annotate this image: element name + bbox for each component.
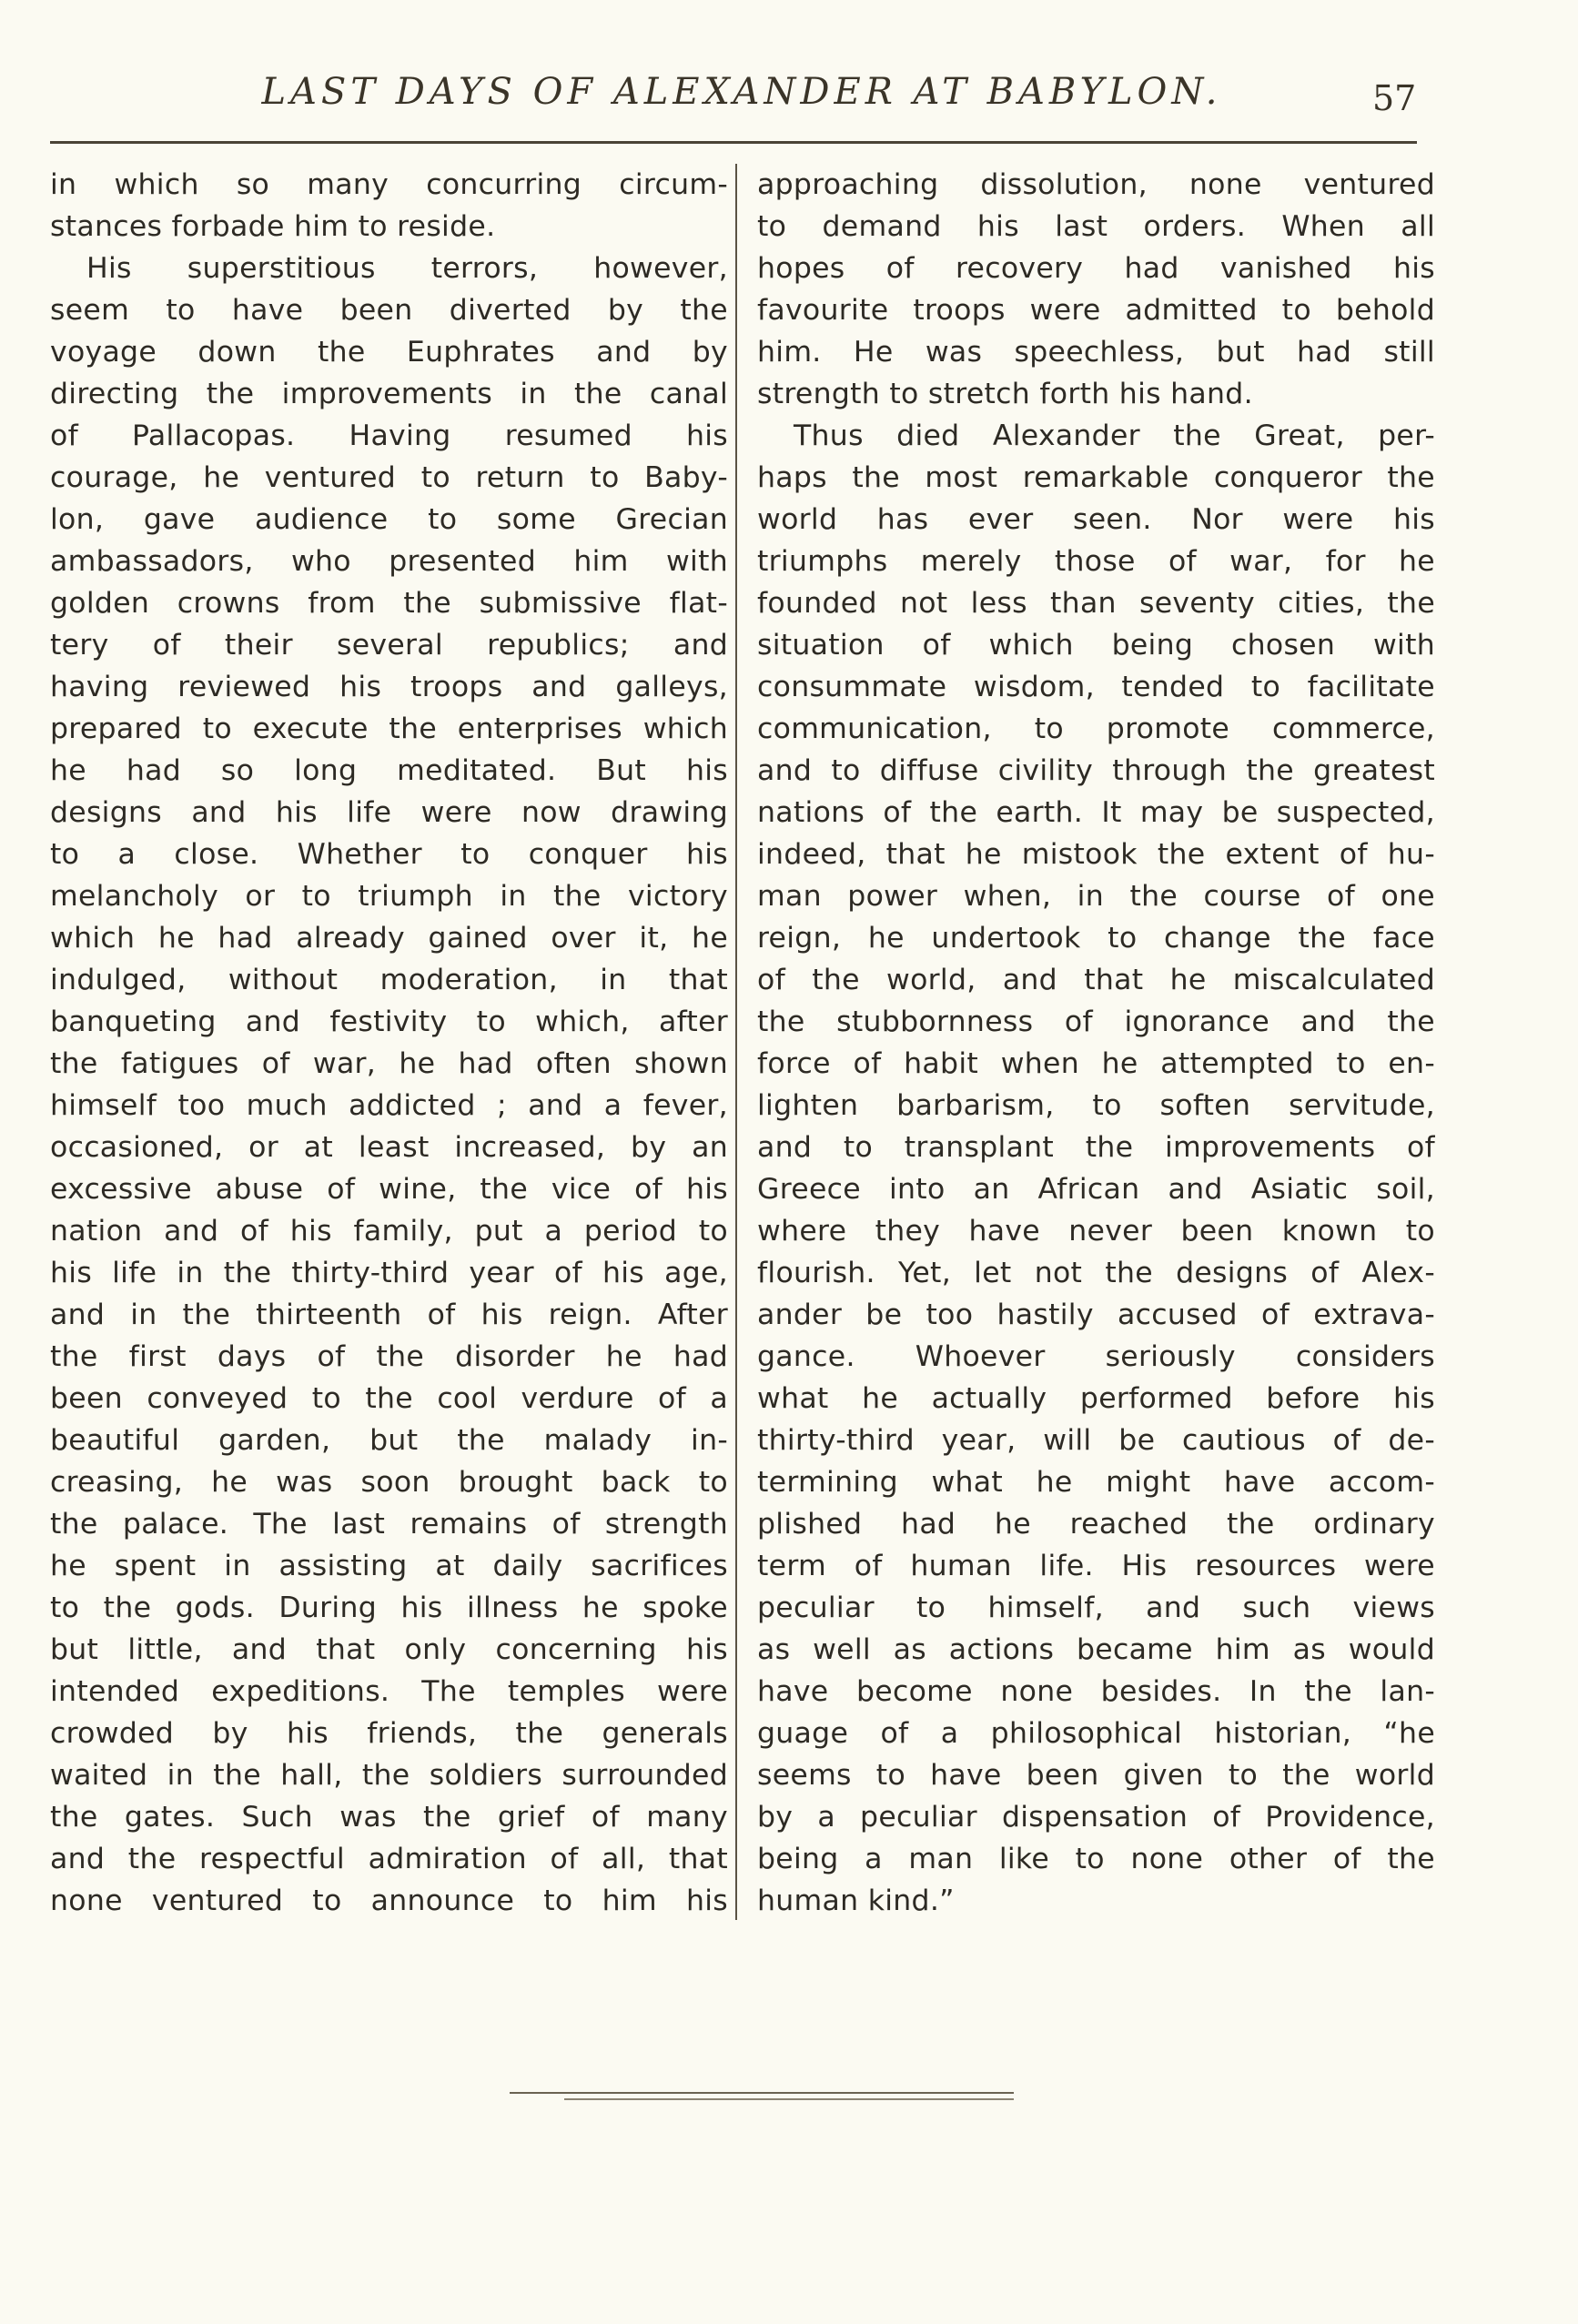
text-line: which he had already gained over it, he (50, 922, 728, 955)
text-line: nations of the earth. It may be suspected, (757, 796, 1435, 829)
text-line: reign, he undertook to change the face (757, 922, 1435, 955)
text-line: what he actually performed before his (757, 1382, 1435, 1415)
text-line: and in the thirteenth of his reign. After (50, 1298, 728, 1331)
text-line: the fatigues of war, he had often shown (50, 1047, 728, 1080)
text-line: to demand his last orders. When all (757, 210, 1435, 243)
text-line: occasioned, or at least increased, by an (50, 1131, 728, 1164)
text-line: ambassadors, who presented him with (50, 545, 728, 578)
text-line: plished had he reached the ordinary (757, 1508, 1435, 1541)
text-line: stances forbade him to reside. (50, 210, 496, 243)
text-line: the first days of the disorder he had (50, 1340, 728, 1373)
text-line: nation and of his family, put a period to (50, 1215, 728, 1248)
text-line: seems to have been given to the world (757, 1759, 1435, 1792)
text-line: favourite troops were admitted to behold (757, 294, 1435, 327)
text-line: in which so many concurring circum- (50, 168, 728, 201)
text-line: strength to stretch forth his hand. (757, 378, 1253, 410)
text-line: none ventured to announce to him his (50, 1884, 728, 1917)
text-line: human kind.” (757, 1884, 955, 1917)
text-line: His superstitious terrors, however, (86, 252, 728, 285)
text-line: have become none besides. In the lan- (757, 1675, 1435, 1708)
text-line: melancholy or to triumph in the victory (50, 880, 728, 913)
text-line: being a man like to none other of the (757, 1843, 1435, 1875)
text-line: term of human life. His resources were (757, 1550, 1435, 1582)
text-line: Thus died Alexander the Great, per- (794, 419, 1435, 452)
text-line: where they have never been known to (757, 1215, 1435, 1248)
text-line: courage, he ventured to return to Baby- (50, 461, 728, 494)
text-line: beautiful garden, but the malady in- (50, 1424, 728, 1457)
text-line: force of habit when he attempted to en- (757, 1047, 1435, 1080)
text-line: himself too much addicted ; and a fever, (50, 1089, 728, 1122)
text-line: excessive abuse of wine, the vice of his (50, 1173, 728, 1206)
running-header-title: LAST DAYS OF ALEXANDER AT BABYLON. (261, 71, 1222, 113)
text-line: world has ever seen. Nor were his (757, 503, 1435, 536)
text-line: tery of their several republics; and (50, 629, 728, 662)
left-text-column (50, 164, 728, 1922)
text-line: golden crowns from the submissive flat- (50, 587, 728, 620)
text-line: he had so long meditated. But his (50, 754, 728, 787)
footer-ornament-rule (510, 2090, 1014, 2103)
text-line: seem to have been diverted by the (50, 294, 728, 327)
text-line: approaching dissolution, none ventured (757, 168, 1435, 201)
text-line: been conveyed to the cool verdure of a (50, 1382, 728, 1415)
column-divider (735, 164, 737, 1920)
text-line: his life in the thirty-third year of his age, (50, 1257, 728, 1289)
text-line: gance. Whoever seriously considers (757, 1340, 1435, 1373)
text-line: the stubbornness of ignorance and the (757, 1005, 1435, 1038)
text-line: he spent in assisting at daily sacrifices (50, 1550, 728, 1582)
text-line: to a close. Whether to conquer his (50, 838, 728, 871)
text-line: flourish. Yet, let not the designs of Alex- (757, 1257, 1435, 1289)
text-line: and the respectful admiration of all, that (50, 1843, 728, 1875)
text-line: of the world, and that he miscalculated (757, 964, 1435, 996)
text-line: but little, and that only concerning his (50, 1633, 728, 1666)
text-line: man power when, in the course of one (757, 880, 1435, 913)
text-line: intended expeditions. The temples were (50, 1675, 728, 1708)
text-line: having reviewed his troops and galleys, (50, 671, 728, 703)
text-line: and to transplant the improvements of (757, 1131, 1435, 1164)
text-line: the gates. Such was the grief of many (50, 1801, 728, 1834)
text-line: as well as actions became him as would (757, 1633, 1435, 1666)
text-line: indulged, without moderation, in that (50, 964, 728, 996)
text-line: the palace. The last remains of strength (50, 1508, 728, 1541)
text-line: directing the improvements in the canal (50, 378, 728, 410)
text-line: and to diffuse civility through the greatest (757, 754, 1435, 787)
text-line: thirty-third year, will be cautious of de- (757, 1424, 1435, 1457)
text-line: consummate wisdom, tended to facilitate (757, 671, 1435, 703)
text-line: peculiar to himself, and such views (757, 1591, 1435, 1624)
text-line: lighten barbarism, to soften servitude, (757, 1089, 1435, 1122)
text-line: indeed, that he mistook the extent of hu- (757, 838, 1435, 871)
text-line: to the gods. During his illness he spoke (50, 1591, 728, 1624)
text-line: by a peculiar dispensation of Providence, (757, 1801, 1435, 1834)
text-line: creasing, he was soon brought back to (50, 1466, 728, 1499)
text-line: crowded by his friends, the generals (50, 1717, 728, 1750)
text-line: of Pallacopas. Having resumed his (50, 419, 728, 452)
text-line: hopes of recovery had vanished his (757, 252, 1435, 285)
text-line: situation of which being chosen with (757, 629, 1435, 662)
text-line: designs and his life were now drawing (50, 796, 728, 829)
text-line: him. He was speechless, but had still (757, 336, 1435, 369)
text-line: voyage down the Euphrates and by (50, 336, 728, 369)
text-line: Greece into an African and Asiatic soil, (757, 1173, 1435, 1206)
text-line: banqueting and festivity to which, after (50, 1005, 728, 1038)
text-line: waited in the hall, the soldiers surrounded (50, 1759, 728, 1792)
text-line: communication, to promote commerce, (757, 712, 1435, 745)
right-text-column (757, 164, 1435, 1922)
text-line: triumphs merely those of war, for he (757, 545, 1435, 578)
page-number: 57 (1372, 78, 1417, 118)
text-line: founded not less than seventy cities, the (757, 587, 1435, 620)
text-line: ander be too hastily accused of extrava- (757, 1298, 1435, 1331)
header-rule (50, 141, 1417, 144)
text-line: haps the most remarkable conqueror the (757, 461, 1435, 494)
text-line: lon, gave audience to some Grecian (50, 503, 728, 536)
text-line: guage of a philosophical historian, “he (757, 1717, 1435, 1750)
text-line: termining what he might have accom- (757, 1466, 1435, 1499)
text-line: prepared to execute the enterprises which (50, 712, 728, 745)
